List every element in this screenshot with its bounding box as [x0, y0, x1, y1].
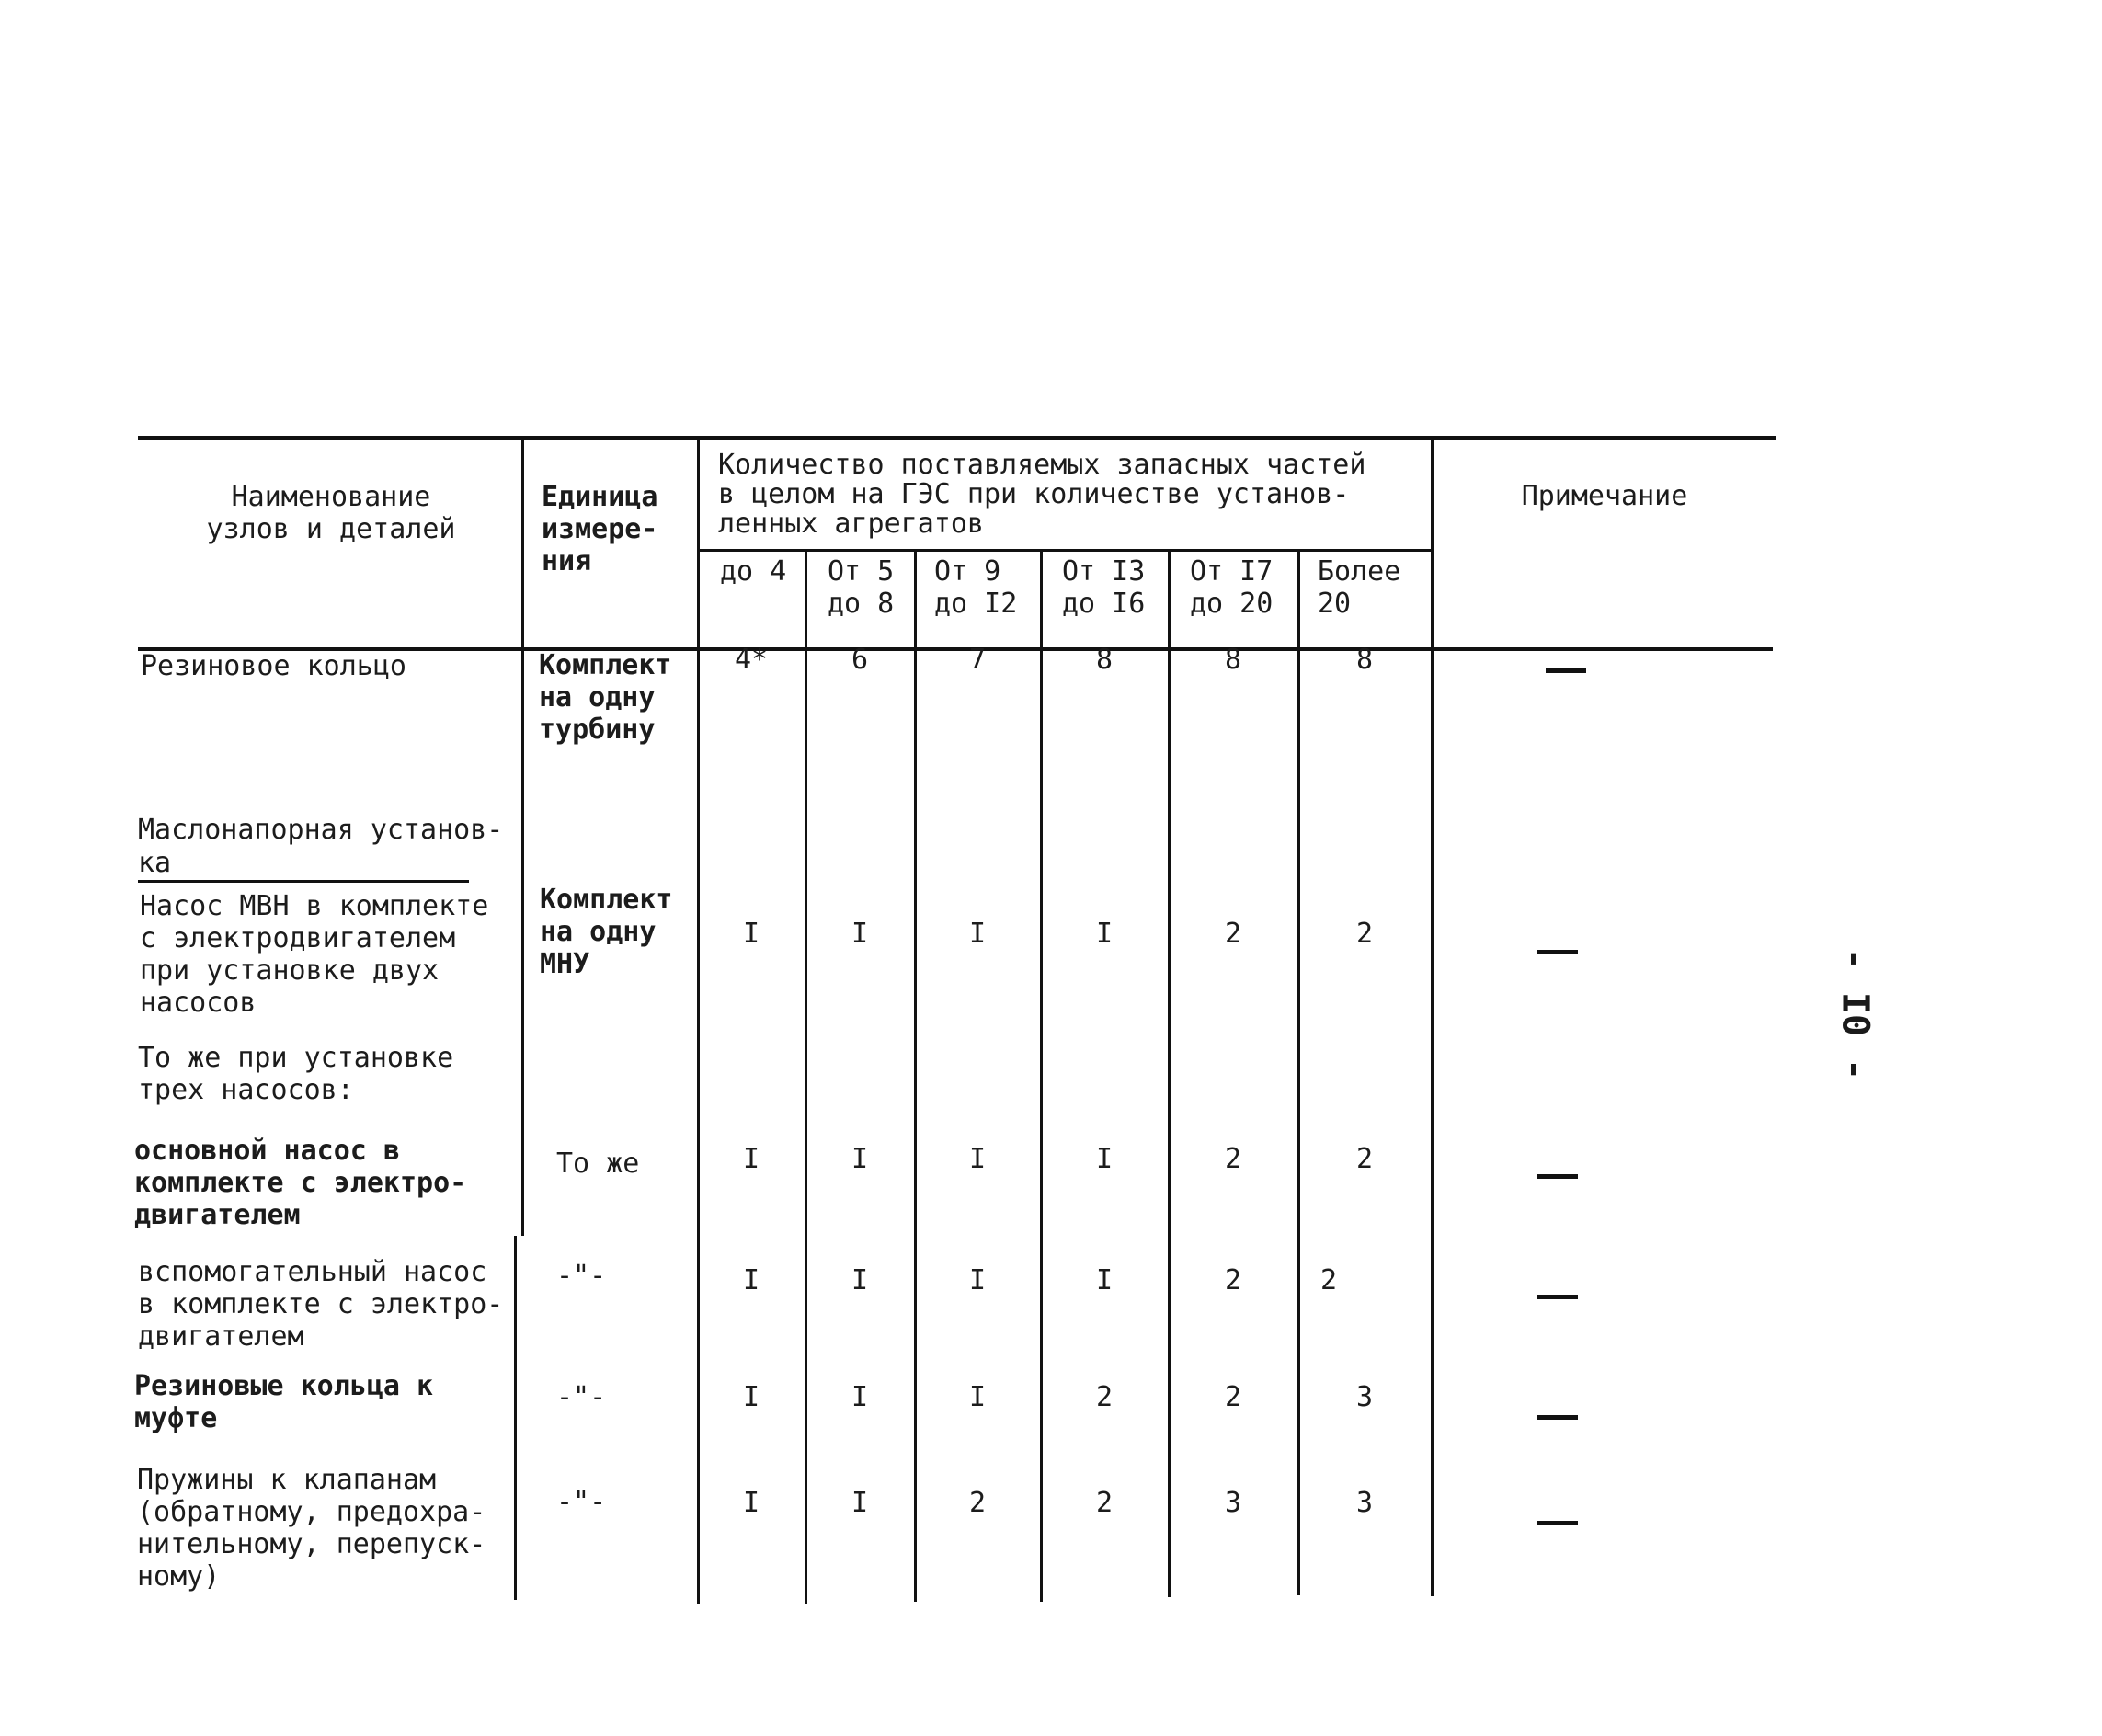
row4-v3: I [968, 1143, 987, 1175]
row2-v5: 2 [1224, 918, 1242, 950]
col-divider-sub2 [914, 549, 917, 1602]
col-divider-sub4 [1168, 549, 1171, 1597]
row7-v6: 3 [1355, 1487, 1374, 1519]
col-divider-sub1 [805, 549, 807, 1604]
row5-v2: I [851, 1264, 869, 1296]
header-quantity: Количество поставляемых запасных частей в целом на ГЭС при количестве установ- ленных агрегатов [718, 449, 1366, 540]
subheader-6: Более 20 [1318, 555, 1401, 620]
row2-v4: I [1095, 918, 1114, 950]
row4-note [1537, 1174, 1578, 1179]
row5-v4: I [1095, 1264, 1114, 1296]
row1-note [1546, 668, 1586, 673]
row6-note [1537, 1415, 1578, 1420]
row7-v4: 2 [1095, 1487, 1114, 1519]
row4-v4: I [1095, 1143, 1114, 1175]
row4-v5: 2 [1224, 1143, 1242, 1175]
row2-v6: 2 [1355, 918, 1374, 950]
col-divider-name-unit [521, 436, 524, 1236]
row6-unit: -"- [556, 1381, 607, 1413]
row4-v1: I [742, 1143, 760, 1175]
row1-v4: 8 [1095, 644, 1114, 676]
row1-v1: 4* [734, 644, 769, 676]
row5-note [1537, 1295, 1578, 1299]
row2-v3: I [968, 918, 987, 950]
col-divider-name-unit-lower [514, 1236, 517, 1600]
col-divider-qty-note [1431, 436, 1434, 1596]
row2-note [1537, 950, 1578, 954]
row6-v6: 3 [1355, 1381, 1374, 1413]
subheader-3: От 9 до I2 [934, 555, 1018, 620]
row2-v1: I [742, 918, 760, 950]
row6-v1: I [742, 1381, 760, 1413]
row4-name: основной насос в комплекте с электро- двигателем [134, 1135, 467, 1231]
row6-name: Резиновые кольца к муфте [134, 1370, 434, 1434]
row1-unit: Комплект на одну турбину [539, 649, 672, 746]
subheader-1: до 4 [720, 555, 787, 588]
row6-v3: I [968, 1381, 987, 1413]
row7-v5: 3 [1224, 1487, 1242, 1519]
row2-name: Насос МВН в комплекте с электродвигателем при установке двух насосов [140, 890, 489, 1019]
row7-unit: -"- [556, 1486, 607, 1518]
header-sub-rule [699, 549, 1434, 552]
row3-name: То же при установке трех насосов: [138, 1042, 454, 1106]
section-underline [138, 880, 469, 883]
col-divider-sub5 [1297, 549, 1300, 1595]
header-note: Примечание [1521, 480, 1688, 512]
row7-v1: I [742, 1487, 760, 1519]
row5-v5: 2 [1224, 1264, 1242, 1296]
row1-v6: 8 [1355, 644, 1374, 676]
col-divider-unit-qty [697, 436, 700, 1604]
header-unit: Единица измере- ния [542, 481, 658, 577]
row1-v2: 6 [851, 644, 869, 676]
row2-unit: Комплект на одну МНУ [540, 884, 673, 980]
section-title: Маслонапорная установ- ка [138, 814, 504, 879]
row1-v3: 7 [968, 644, 987, 676]
row4-v6: 2 [1355, 1143, 1374, 1175]
col-divider-sub3 [1040, 549, 1043, 1602]
row6-v2: I [851, 1381, 869, 1413]
subheader-5: От I7 до 20 [1190, 555, 1274, 620]
subheader-2: От 5 до 8 [828, 555, 895, 620]
row1-v5: 8 [1224, 644, 1242, 676]
header-name: Наименование узлов и деталей [206, 481, 456, 545]
row2-v2: I [851, 918, 869, 950]
row7-name: Пружины к клапанам (обратному, предохра- нительному, перепуск- ному) [137, 1464, 486, 1593]
table-top-rule [138, 436, 1776, 440]
page-number: - I0 - [1834, 947, 1877, 1081]
subheader-4: От I3 до I6 [1062, 555, 1146, 620]
row6-v4: 2 [1095, 1381, 1114, 1413]
row5-unit: -"- [556, 1260, 607, 1292]
row5-name: вспомогательный насос в комплекте с электро- двигателем [138, 1256, 504, 1353]
row7-note [1537, 1521, 1578, 1525]
row7-v2: I [851, 1487, 869, 1519]
row7-v3: 2 [968, 1487, 987, 1519]
row4-v2: I [851, 1143, 869, 1175]
row5-v3: I [968, 1264, 987, 1296]
row5-v1: I [742, 1264, 760, 1296]
row5-v6: 2 [1320, 1264, 1338, 1296]
row4-unit: То же [556, 1148, 640, 1180]
row6-v5: 2 [1224, 1381, 1242, 1413]
row1-name: Резиновое кольцо [141, 650, 406, 682]
